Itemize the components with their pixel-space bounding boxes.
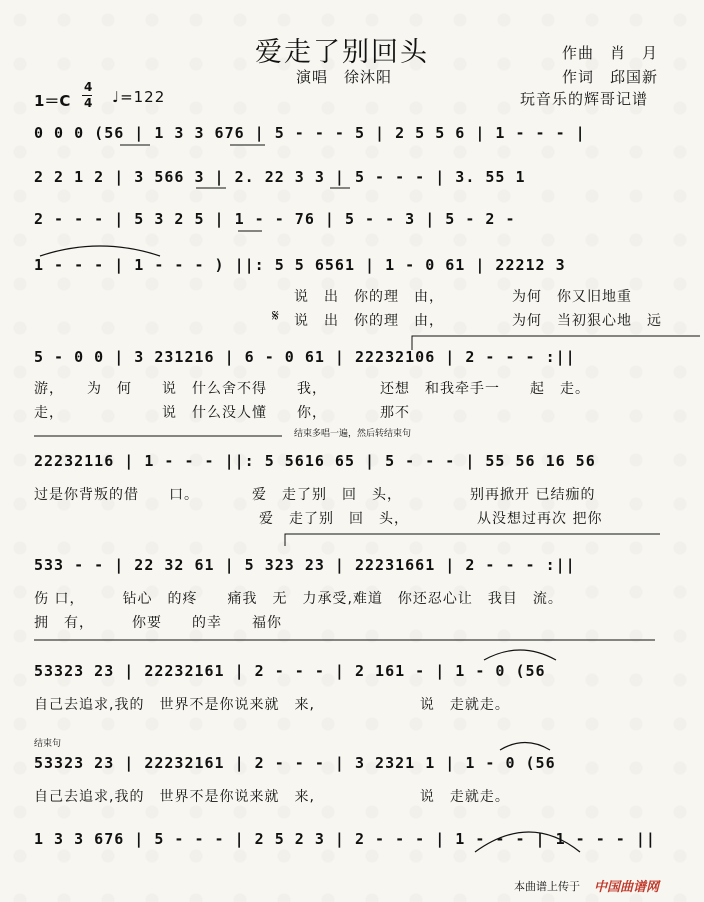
score-row-2: 2 2 1 2 | 3 566 3 | 2. 22 3 3 | 5 - - - | 3. 55 1: [34, 168, 526, 186]
tie-row-8: [484, 650, 556, 660]
tie-row-4: [40, 246, 160, 256]
coda-instruction: 结束多唱一遍，然后转结束句: [294, 429, 412, 439]
lyric-row-5b: 走， 说 什么没人懂 你， 那不: [34, 405, 410, 421]
score-row-7: 533 - - | 22 32 61 | 5 323 23 | 22231661 | 2 - - - :||: [34, 556, 576, 574]
lyric-row-7b: 拥 有， 你要 的幸 福你: [34, 615, 282, 631]
segno-sign: 𝄋: [272, 306, 280, 325]
score-row-10: 1 3 3 676 | 5 - - - | 2 5 2 3 | 2 - - - | 1 - - - | 1 - - - ||: [34, 830, 656, 848]
score-row-5: 5 - 0 0 | 3 231216 | 6 - 0 61 | 22232106 | 2 - - - :||: [34, 348, 576, 366]
lyricist-credit: 作词 邱国新: [562, 68, 659, 86]
time-signature-bottom: 4: [84, 96, 93, 110]
score-row-3: 2 - - - | 5 3 2 5 | 1 - - 76 | 5 - - 3 | 5 - 2 -: [34, 210, 516, 228]
score-row-1: 0 0 0 (56 | 1 3 3 676 | 5 - - - 5 | 2 5 5 6 | 1 - - - |: [34, 124, 586, 142]
lyric-row-7a: 伤 口， 钻心 的疼 痛我 无 力承受,难道 你还忍心让 我目 流。: [34, 591, 563, 607]
score-title: 爱走了别回头: [255, 37, 429, 68]
transcriber-credit: 玩音乐的辉哥记谱: [520, 90, 649, 108]
time-signature-top: 4: [84, 80, 93, 94]
volta-1-row-7: [285, 534, 660, 546]
lyric-row-5a: 游， 为 何 说 什么舍不得 我， 还想 和我牵手一 起 走。: [34, 381, 590, 397]
tempo-marking: ♩=122: [112, 88, 166, 106]
tie-row-9: [500, 743, 550, 751]
lyric-row-4b: 说 出 你的理 由， 为何 当初狠心地 远: [294, 313, 662, 329]
lyric-row-6b: 爱 走了别 回 头， 从没想过再次 把你: [34, 511, 603, 527]
upload-notice: 本曲谱上传于: [514, 880, 580, 893]
composer-credit: 作曲 肖 月: [562, 44, 659, 62]
score-row-4: 1 - - - | 1 - - - ) ||: 5 5 6561 | 1 - 0 61 | 22212 3: [34, 256, 566, 274]
volta-1-row-5: [412, 336, 700, 350]
score-row-6: 22232116 | 1 - - - ||: 5 5616 65 | 5 - - - | 55 56 16 56: [34, 452, 596, 470]
lyric-row-8: 自己去追求,我的 世界不是你说来就 来, 说 走就走。: [34, 697, 510, 713]
key-signature: 1＝C: [34, 92, 71, 110]
tie-row-10: [475, 832, 580, 852]
ending-label: 结束句: [34, 739, 62, 749]
score-row-8: 53323 23 | 22232161 | 2 - - - | 2 161 - | 1 - 0 (56: [34, 662, 546, 680]
lyric-row-6a: 过是你背叛的借 口。 爱 走了别 回 头， 别再掀开 已结痂的: [34, 487, 596, 503]
lyric-row-4a: 说 出 你的理 由， 为何 你又旧地重: [294, 289, 632, 305]
singer-credit: 演唱 徐沐阳: [296, 68, 393, 86]
score-row-9: 53323 23 | 22232161 | 2 - - - | 3 2321 1 | 1 - 0 (56: [34, 754, 556, 772]
site-logo: 中国曲谱网: [594, 880, 660, 895]
lyric-row-9: 自己去追求,我的 世界不是你说来就 来, 说 走就走。: [34, 789, 510, 805]
